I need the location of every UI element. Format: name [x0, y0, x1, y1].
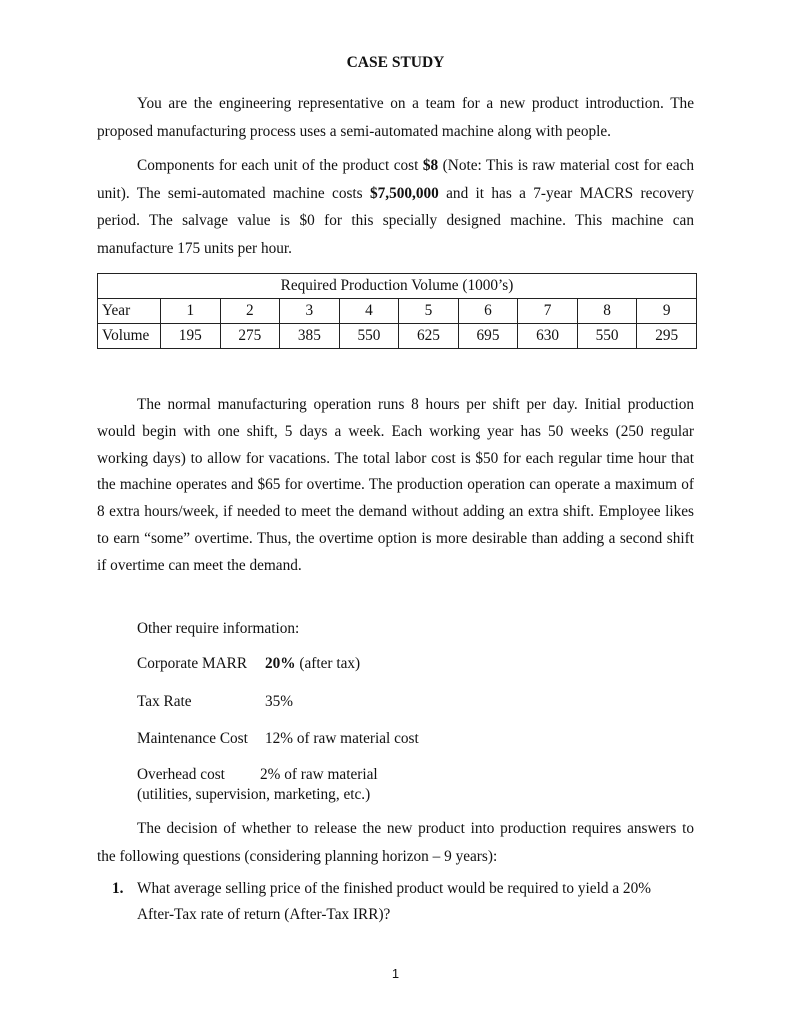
- volume-cell: 195: [161, 324, 221, 349]
- text-line: [97, 450, 694, 468]
- text-span: and it has a 7-year MACRS recovery: [438, 184, 694, 202]
- volume-cell: 295: [637, 324, 697, 349]
- text-line: [97, 848, 694, 866]
- year-cell: 2: [220, 299, 280, 324]
- text-span: 8 extra hours/week, if needed to meet the demand without adding an extra shift. Employee likes: [97, 503, 694, 521]
- question-line: What average selling price of the finished product would be required to yield a 20%: [137, 880, 651, 897]
- info-value: 12% of raw material cost: [265, 730, 419, 747]
- info-label: Maintenance Cost: [137, 730, 248, 747]
- info-overhead: [137, 766, 378, 784]
- text-line: [97, 123, 694, 141]
- info-value: 35%: [265, 693, 294, 710]
- text-line: [97, 503, 694, 521]
- question-line: After-Tax rate of return (After-Tax IRR)?: [137, 906, 391, 923]
- text-span: You are the engineering representative on a team for a new product introduction. The: [137, 95, 694, 112]
- text-span: manufacture 175 units per hour.: [97, 239, 292, 257]
- text-span: (Note: This is raw material cost for each: [438, 157, 694, 174]
- year-cell: 4: [339, 299, 399, 324]
- info-tax: [137, 693, 293, 711]
- volume-cell: 625: [399, 324, 459, 349]
- year-cell: 5: [399, 299, 459, 324]
- text-line: [97, 530, 694, 548]
- text-line: [137, 620, 694, 638]
- text-line: [137, 396, 694, 414]
- text-span: Components for each unit of the product cost: [137, 157, 423, 174]
- row-label: Volume: [98, 324, 161, 349]
- text-span: working days) to allow for vacations. The total labor cost is $50 for each regular time hour that: [97, 449, 694, 467]
- text-span: unit). The semi-automated machine costs: [97, 184, 370, 202]
- year-cell: 8: [577, 299, 637, 324]
- text-line: [97, 185, 694, 203]
- year-cell: 6: [458, 299, 518, 324]
- question-number: 1.: [112, 880, 124, 897]
- text-line: [97, 240, 694, 258]
- table-header: Required Production Volume (1000’s): [98, 274, 697, 299]
- text-span: The decision of whether to release the new product into production requires answers to: [137, 820, 694, 837]
- text-line: [137, 820, 694, 838]
- row-label: Year: [98, 299, 161, 324]
- text-span: the following questions (considering planning horizon – 9 years):: [97, 847, 498, 865]
- volume-cell: 550: [339, 324, 399, 349]
- bold-text: $8: [422, 157, 439, 174]
- year-cell: 1: [161, 299, 221, 324]
- text-span: to earn “some” overtime. Thus, the overtime option is more desirable than adding a second shift: [97, 530, 694, 547]
- production-volume-table: [97, 273, 697, 349]
- volume-cell: 550: [577, 324, 637, 349]
- text-line: [137, 157, 694, 175]
- text-span: Other require information:: [137, 620, 300, 637]
- text-span: proposed manufacturing process uses a semi-automated machine along with people.: [97, 122, 611, 140]
- info-marr: [137, 655, 360, 673]
- year-cell: 3: [280, 299, 340, 324]
- text-span: if overtime can meet the demand.: [97, 556, 302, 574]
- info-label: Overhead cost: [137, 766, 225, 783]
- text-line: [97, 557, 694, 575]
- volume-cell: 385: [280, 324, 340, 349]
- page-number: 1: [391, 966, 400, 981]
- info-value: 20%: [265, 655, 296, 672]
- year-cell: 9: [637, 299, 697, 324]
- text-line: [97, 423, 694, 441]
- info-label: Tax Rate: [137, 693, 192, 710]
- info-value: 2% of raw material: [260, 766, 378, 783]
- text-line: [137, 95, 694, 113]
- info-label: Corporate MARR: [137, 655, 248, 672]
- text-span: period. The salvage value is $0 for this specially designed machine. This machine can: [97, 212, 694, 229]
- info-note: (after tax): [295, 655, 361, 672]
- year-cell: 7: [518, 299, 578, 324]
- info-maintenance: [137, 730, 419, 748]
- text-span: The normal manufacturing operation runs 8 hours per shift per day. Initial production: [137, 396, 694, 413]
- bold-text: $7,500,000: [369, 184, 439, 202]
- volume-cell: 630: [518, 324, 578, 349]
- document-title: CASE STUDY: [346, 54, 445, 71]
- volume-cell: 695: [458, 324, 518, 349]
- text-line: [97, 212, 694, 230]
- text-span: would begin with one shift, 5 days a week. Each working year has 50 weeks (250 regular: [97, 422, 694, 440]
- text-line: [97, 476, 694, 494]
- volume-cell: 275: [220, 324, 280, 349]
- text-span: the machine operates and $65 for overtime. The production operation can operate a maximum of: [97, 476, 694, 494]
- info-overhead-note: (utilities, supervision, marketing, etc.): [137, 786, 371, 803]
